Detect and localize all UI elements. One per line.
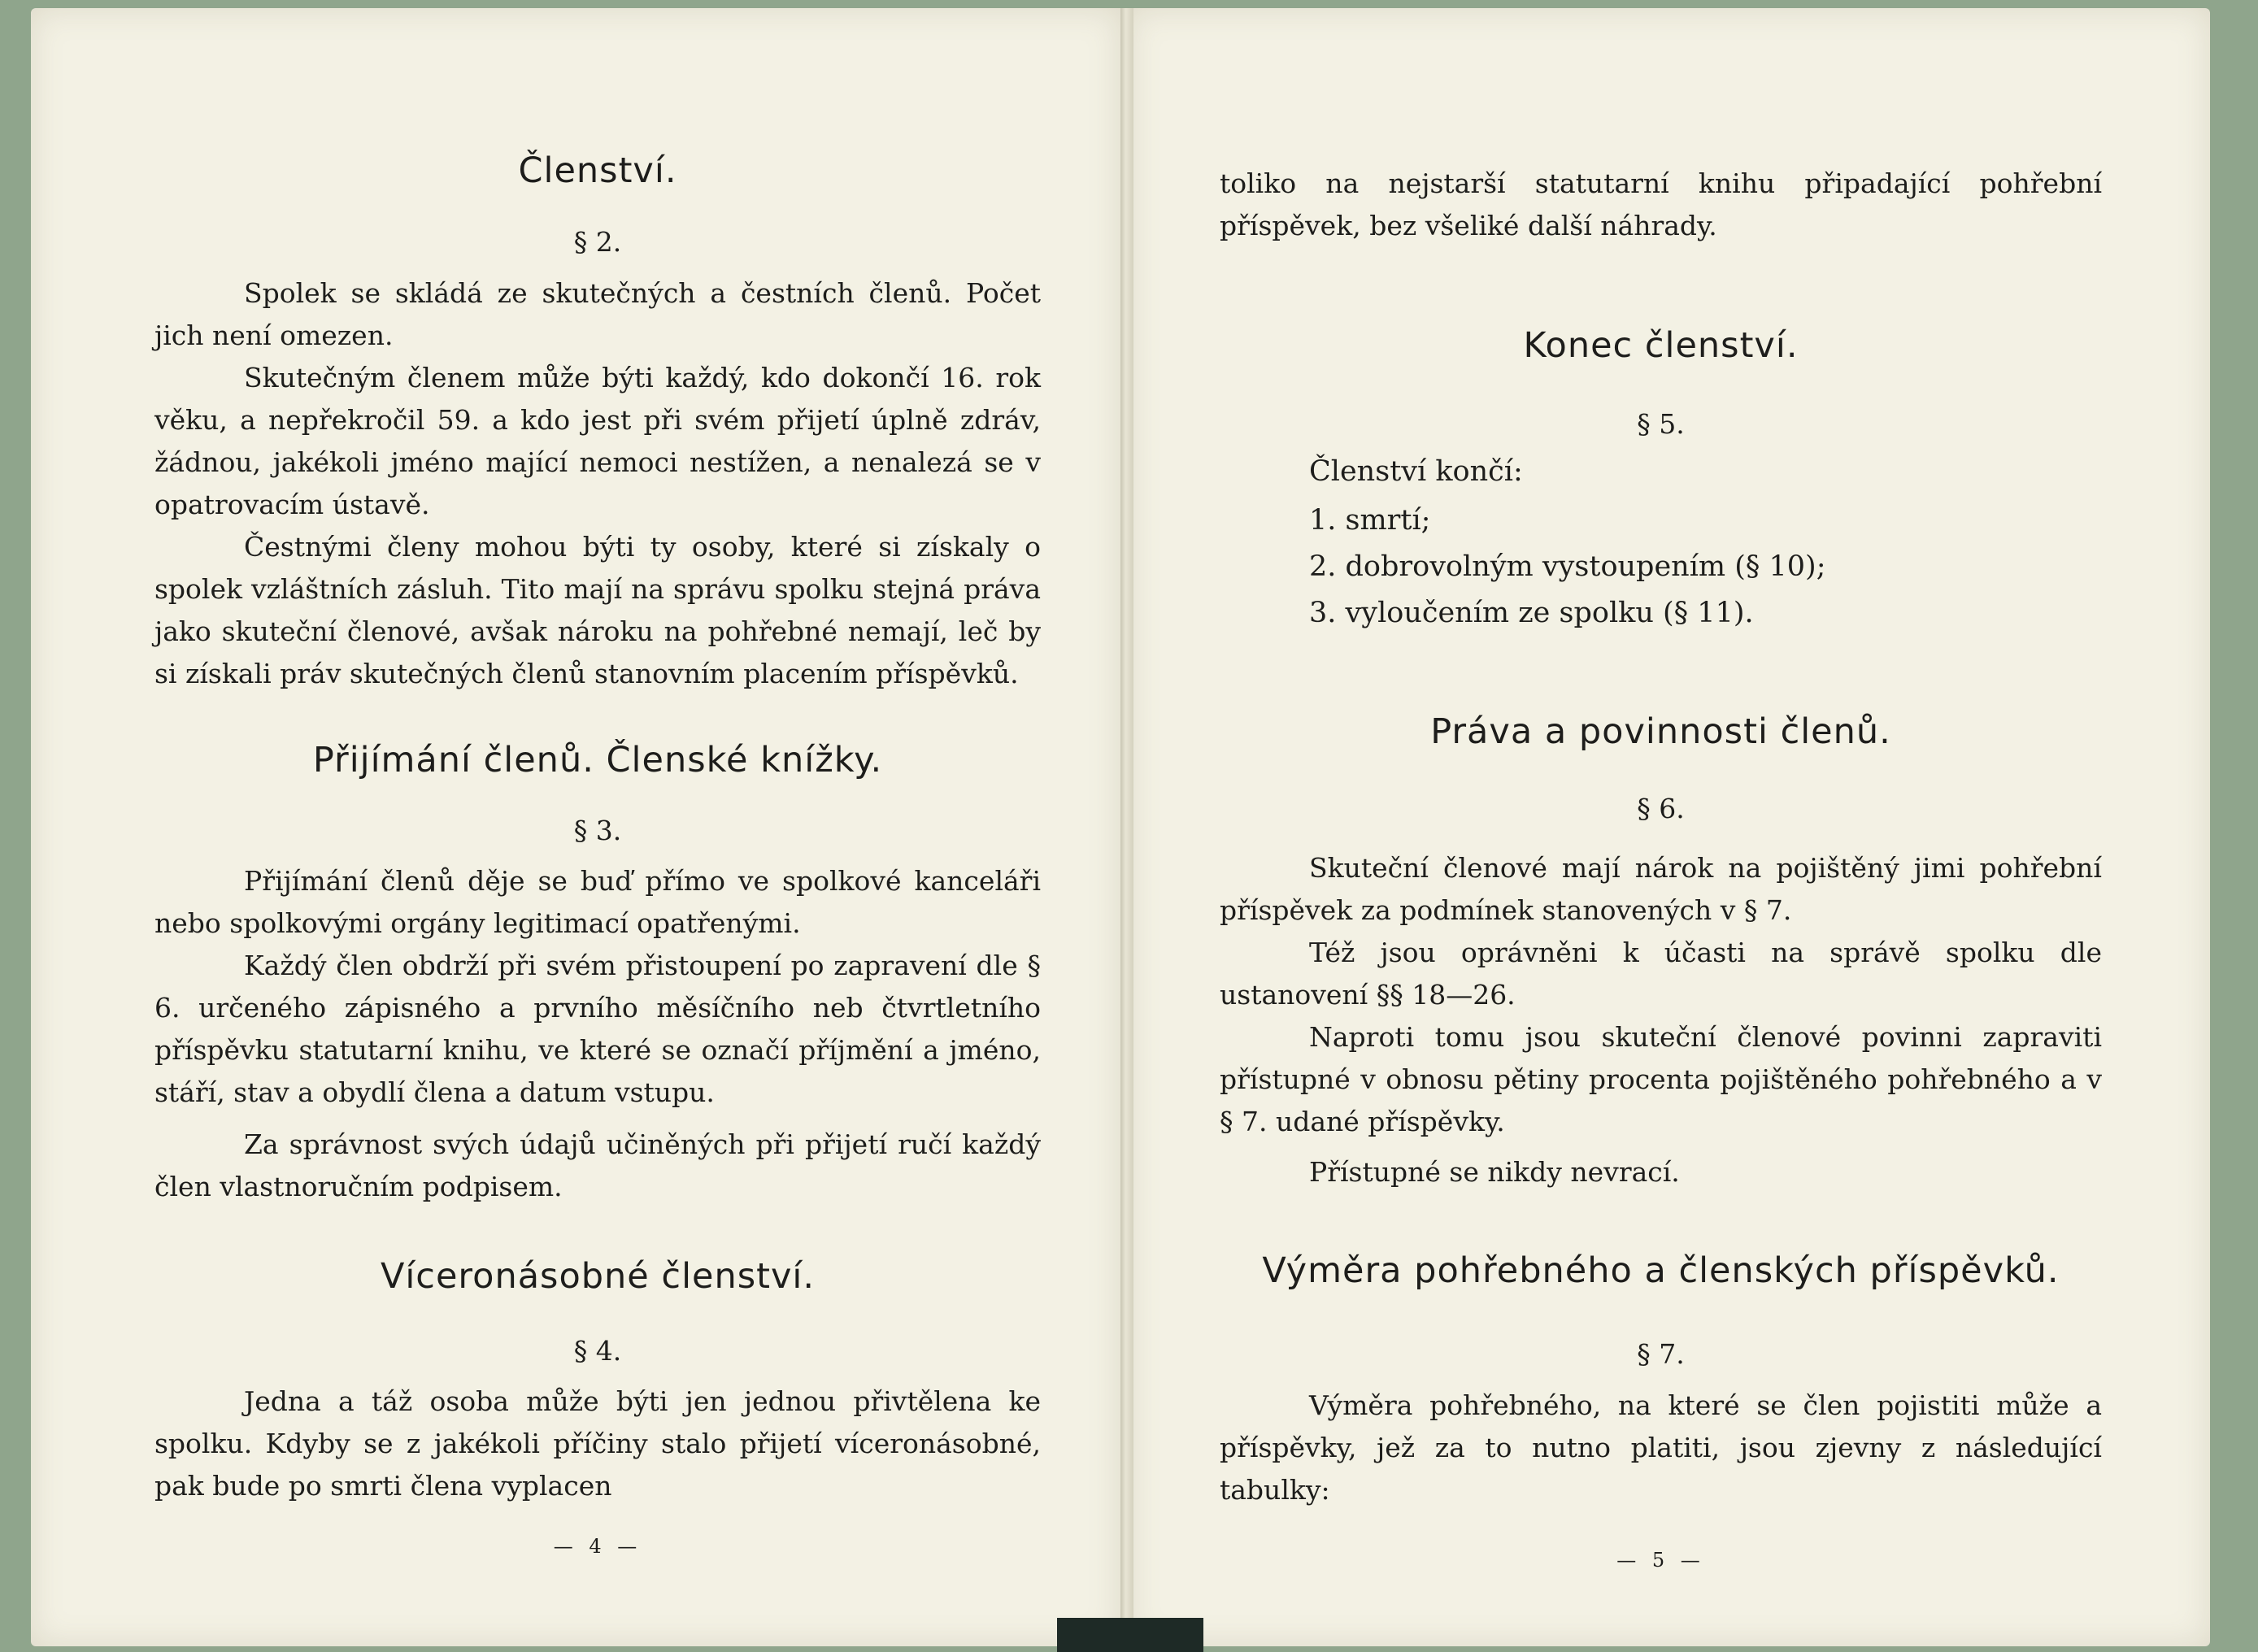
section-5-content bbox=[1309, 449, 1826, 637]
section-2-sign: § 2. bbox=[573, 226, 622, 258]
section-3-text bbox=[154, 860, 1041, 1208]
section-2-paragraph-3: Čestnými členy mohou býti ty osoby, které si získaly o spolek vzláštních zásluh. Tito mají na správu spolku stejná práva jako skuteční členové, avšak nároku na pohřebné nemají, leč by si získali práv skutečných členů stanovním placením příspěvků. bbox=[154, 531, 1041, 689]
section-3-paragraph-2: Každý člen obdrží při svém přistoupení po zapravení dle § 6. určeného zápisného a prvního měsíčního neb čtvrtletního příspěvku statutarní knihu, ve které se označí příjmění a jméno, stáří, stav a obydlí člena a datum vstupu. bbox=[154, 950, 1041, 1108]
section-6-text bbox=[1220, 847, 2102, 1193]
section-3-sign: § 3. bbox=[573, 815, 622, 846]
heading-viceronasobne-clenstvi: Víceronásobné členství. bbox=[380, 1256, 816, 1297]
section-2-paragraph-2: Skutečným členem může býti každý, kdo dokončí 16. rok věku, a nepřekročil 59. a kdo jest při svém přijetí úplně zdráv, žádnou, jakékoli jméno mající nemoci nestížen, a nenalezá se v opatrovacím ústavě. bbox=[154, 362, 1041, 520]
section-6-paragraph-1: Skuteční členové mají nárok na pojištěný jimi pohřební příspěvek za podmínek stanovených v § 7. bbox=[1220, 852, 2102, 926]
section-3-paragraph-1: Přijímání členů děje se buď přímo ve spolkové kanceláři nebo spolkovými orgány legitimací opatřenými. bbox=[154, 865, 1041, 939]
book-binding bbox=[1057, 1618, 1203, 1652]
section-5-sign: § 5. bbox=[1637, 408, 1685, 440]
section-6-paragraph-4: Přístupné se nikdy nevrací. bbox=[1309, 1156, 1680, 1188]
list-item-1: 1. smrtí; bbox=[1309, 504, 1431, 537]
section-4-continuation-text: toliko na nejstarší statutarní knihu připadající pohřební příspěvek, bez všeliké další náhrady. bbox=[1220, 167, 2102, 241]
book-gutter bbox=[1120, 8, 1133, 1646]
section-4-sign: § 4. bbox=[573, 1335, 622, 1367]
section-7-paragraph-1: Výměra pohřebného, na které se člen pojistiti může a příspěvky, jež za to nutno platiti, jsou zjevny z následující tabulky: bbox=[1220, 1389, 2102, 1506]
list-item-2: 2. dobrovolným vystoupením (§ 10); bbox=[1309, 550, 1826, 583]
heading-clenstvi: Členství. bbox=[518, 150, 677, 191]
section-5-intro: Členství končí: bbox=[1309, 455, 1523, 488]
heading-prava-povinnosti: Práva a povinnosti členů. bbox=[1430, 711, 1891, 752]
section-7-sign: § 7. bbox=[1637, 1338, 1685, 1370]
section-2-paragraph-1: Spolek se skládá ze skutečných a čestních členů. Počet jich není omezen. bbox=[154, 277, 1041, 351]
section-7-text bbox=[1220, 1385, 2102, 1511]
section-4-paragraph-1: Jedna a táž osoba může býti jen jednou přivtělena ke spolku. Kdyby se z jakékoli příčiny stalo přijetí víceronásobné, pak bude po smrti člena vyplacen bbox=[154, 1385, 1041, 1502]
section-2-text bbox=[154, 272, 1041, 695]
section-6-paragraph-3: Naproti tomu jsou skuteční členové povinni zapraviti přístupné v obnosu pětiny procenta pojištěného pohřebného a v § 7. udané příspěvky. bbox=[1220, 1021, 2102, 1137]
page-number-5: — 5 — bbox=[1616, 1549, 1705, 1572]
section-4-continuation bbox=[1220, 163, 2102, 247]
section-6-paragraph-2: Též jsou oprávněni k účasti na správě spolku dle ustanovení §§ 18—26. bbox=[1220, 937, 2102, 1011]
heading-vymera-pohrebneho: Výměra pohřebného a členských příspěvků. bbox=[1262, 1250, 2060, 1291]
heading-prijimani-clenu: Přijímání členů. Členské knížky. bbox=[312, 740, 883, 780]
section-6-sign: § 6. bbox=[1637, 793, 1685, 824]
section-3-paragraph-3: Za správnost svých údajů učiněných při přijetí ručí každý člen vlastnoručním podpisem. bbox=[154, 1128, 1041, 1202]
list-item-3: 3. vyloučením ze spolku (§ 11). bbox=[1309, 597, 1754, 629]
page-number-4: — 4 — bbox=[553, 1535, 642, 1558]
heading-konec-clenstvi: Konec členství. bbox=[1523, 325, 1799, 366]
section-4-text bbox=[154, 1380, 1041, 1507]
